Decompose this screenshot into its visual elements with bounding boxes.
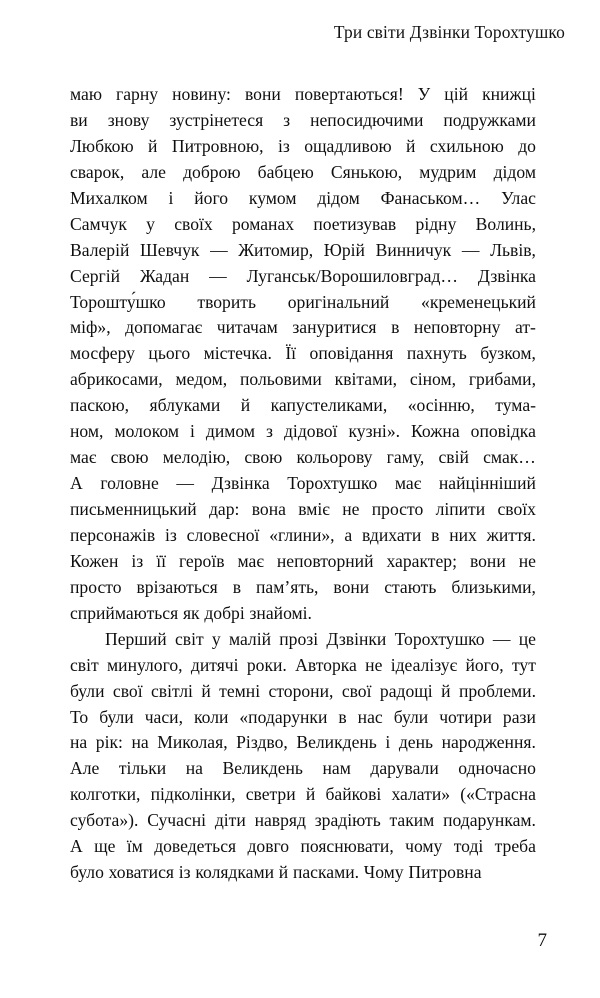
text-word: тума- (495, 395, 536, 416)
text-word: але (141, 161, 166, 182)
text-word: Але (70, 758, 100, 779)
text-word: їм (126, 836, 143, 857)
text-word: бузком, (480, 343, 536, 364)
text-word: Різдво, (236, 732, 288, 753)
text-word: То (70, 706, 89, 727)
text-word: часи, (144, 706, 183, 727)
text-word: доведеться (154, 836, 237, 857)
text-word: її (156, 550, 166, 571)
text-word: прозі (279, 628, 319, 649)
text-word: із (178, 862, 191, 883)
text-word: тоді (453, 836, 484, 857)
text-word: повертаються! (294, 84, 404, 104)
running-head: Три світи Дзвінки Торохтушко (333, 22, 565, 42)
text-word: характер; (386, 550, 457, 571)
text-line (70, 601, 536, 627)
text-word: нам (322, 758, 351, 779)
text-word: Чому (363, 862, 404, 883)
text-word: життя. (486, 524, 536, 545)
text-word: гаму, (386, 447, 425, 468)
text-word: головне (100, 473, 159, 494)
text-word: свої (341, 680, 372, 701)
text-word: Волинь, (475, 213, 536, 234)
text-word: пояснювати, (300, 836, 394, 857)
text-word: зануритися (292, 317, 377, 338)
text-line (70, 679, 536, 705)
text-word: до (518, 135, 536, 156)
text-word: й (305, 784, 316, 805)
text-word: і (189, 421, 195, 442)
text-word: сторони, (268, 680, 334, 701)
text-word: Кожна (411, 421, 460, 442)
text-word: радощі (379, 680, 433, 701)
text-word: Житомир, (238, 239, 314, 260)
text-word: навряд (254, 810, 306, 831)
text-line (70, 497, 536, 523)
text-word: ном, (70, 421, 104, 442)
text-word: рідну (415, 213, 457, 234)
text-word: й (441, 680, 451, 701)
text-word: Питровна (408, 862, 482, 883)
text-word: книжці (482, 84, 536, 104)
text-word: Перший (105, 628, 167, 649)
text-word: Львів, (490, 239, 536, 260)
text-word: свою (244, 447, 283, 468)
text-word: свої (112, 680, 143, 701)
text-word: були (393, 706, 429, 727)
text-word: смак… (483, 447, 536, 468)
text-word: із (165, 524, 177, 545)
text-word: кольорову (296, 447, 373, 468)
text-word: має (70, 447, 97, 468)
text-word: знайомі. (249, 602, 312, 623)
text-line (70, 341, 536, 367)
text-word: дідової (283, 421, 338, 442)
text-word: мудрим (419, 161, 477, 182)
text-word: творить (197, 291, 256, 312)
text-word: ліпити (435, 499, 486, 519)
text-word: мосферу (70, 343, 135, 364)
text-word: і (385, 732, 391, 753)
text-word: були (99, 706, 134, 727)
text-line (70, 290, 536, 316)
text-word: і (168, 187, 174, 208)
text-word: мелодію, (162, 447, 231, 468)
text-line (70, 445, 536, 471)
text-word: Великдень (222, 758, 303, 779)
text-word: свій (438, 447, 469, 468)
text-line (70, 756, 536, 782)
text-word: цього (148, 343, 191, 364)
text-word: Великдень (296, 732, 377, 753)
text-word: кумом (248, 187, 297, 208)
text-word: й (406, 135, 416, 156)
text-word: вдихати (362, 524, 422, 545)
text-word: Самчук (70, 213, 127, 234)
text-word: просто (371, 499, 424, 519)
text-line (70, 160, 536, 186)
text-word: сварок, (70, 161, 125, 182)
text-word: словесної (186, 524, 260, 545)
text-word: неповторний (276, 550, 374, 571)
text-word: дідом (493, 161, 536, 182)
text-line (70, 808, 536, 834)
text-word: пам’ять, (256, 576, 319, 597)
text-line (70, 575, 536, 601)
text-line (70, 264, 536, 290)
text-word: подарункам. (443, 810, 536, 831)
text-word: а (344, 524, 353, 545)
text-word: Її (285, 343, 297, 364)
text-word: Сянькою, (330, 161, 403, 182)
text-word: роки. (246, 654, 287, 675)
text-word: дідом (317, 187, 360, 208)
text-word: допомагає (125, 317, 203, 338)
text-word: тільки (118, 758, 167, 779)
text-word: це (518, 628, 536, 649)
text-word: Торошту́шко (70, 291, 166, 312)
text-word: поетизував (313, 213, 397, 234)
text-word: колготки, (70, 784, 141, 805)
text-word: Авторка (295, 654, 357, 675)
text-word: день (398, 732, 434, 753)
text-word: «глини», (269, 524, 335, 545)
text-word: врізаються (136, 576, 218, 597)
text-line (70, 860, 536, 886)
text-word: «осінню, (407, 395, 475, 416)
text-word: ідеалізує (390, 654, 458, 675)
text-word: тут (511, 654, 536, 675)
text-word: ощадливою (304, 135, 392, 156)
text-word: й (148, 135, 158, 156)
text-word: них (449, 524, 477, 545)
text-word: — (176, 473, 194, 494)
text-word: в (431, 524, 440, 545)
text-word: светри (245, 784, 296, 805)
text-word: добрі (204, 602, 245, 623)
text-word: байкові (325, 784, 382, 805)
text-word: діти (214, 810, 246, 831)
text-word: А (70, 836, 83, 857)
text-word: вона (251, 499, 286, 519)
text-word: персонажів (70, 524, 156, 545)
text-word: вони (333, 576, 370, 597)
text-word: свою (110, 447, 149, 468)
text-word: близькими, (451, 576, 536, 597)
text-word: Луганськ/Ворошиловград… (246, 265, 458, 286)
text-word: не (365, 654, 383, 675)
text-word: — (492, 628, 511, 649)
text-word: чому (405, 836, 443, 857)
text-word: коли (193, 706, 229, 727)
text-word: знову (107, 109, 150, 130)
text-word: Сергій (70, 265, 121, 286)
text-line (70, 315, 536, 341)
text-line (70, 730, 536, 756)
text-line (70, 82, 536, 108)
text-word: дарували (370, 758, 439, 779)
text-word: дар: (208, 499, 240, 519)
text-word: грибами, (468, 369, 536, 390)
text-word: неповторну (413, 317, 501, 338)
text-word: треба (494, 836, 536, 857)
text-line (70, 419, 536, 445)
text-word: «кременецький (421, 291, 536, 312)
text-word: народження. (441, 732, 536, 753)
text-word: в (338, 706, 347, 727)
text-word: героїв (178, 550, 225, 571)
text-word: із (277, 135, 290, 156)
text-word: («Страсна (460, 784, 536, 805)
text-word: Любкою (70, 135, 134, 156)
text-line (70, 186, 536, 212)
text-word: не (518, 550, 536, 571)
text-word: міф», (70, 317, 111, 338)
text-word: у (211, 628, 221, 649)
text-word: кузні». (348, 421, 401, 442)
text-word: зрадіють (314, 810, 381, 831)
text-word: Шевчук (140, 239, 200, 260)
text-word: має (394, 473, 422, 494)
text-word: сприймаються (70, 602, 179, 623)
text-line (70, 238, 536, 264)
text-word: світ (70, 654, 99, 675)
text-word: новину: (172, 84, 231, 104)
text-word: квітами, (334, 369, 398, 390)
text-line (70, 549, 536, 575)
text-word: було (70, 862, 104, 883)
text-word: як (182, 602, 200, 623)
text-word: вони (244, 84, 281, 104)
text-word: підколінки, (150, 784, 236, 805)
text-word: медом, (175, 369, 228, 390)
text-line (70, 782, 536, 808)
text-word: субота»). (70, 810, 139, 831)
text-word: нас (357, 706, 383, 727)
text-word: польовими (239, 369, 322, 390)
text-word: А (70, 473, 83, 494)
text-word: Сучасні (147, 810, 207, 831)
text-word: довго (247, 836, 290, 857)
text-word: минулого, (107, 654, 183, 675)
text-word: Фанаськом… (380, 187, 481, 208)
text-word: рази (502, 706, 536, 727)
text-word: Дзвінка (477, 265, 536, 286)
text-word: вони (469, 550, 506, 571)
text-word: на (185, 758, 203, 779)
text-word: доброю (183, 161, 241, 182)
text-word: оповідання (309, 343, 394, 364)
text-word: чотири (439, 706, 492, 727)
text-word: письменницький (70, 499, 197, 519)
text-word: має (237, 550, 264, 571)
text-word: сіном, (409, 369, 456, 390)
text-word: Миколая, (157, 732, 228, 753)
text-word: пасками. (292, 862, 360, 883)
text-word: читачам (216, 317, 278, 338)
text-word: темні (219, 680, 261, 701)
text-word: своїх (497, 499, 536, 519)
text-word: стають (384, 576, 437, 597)
text-word: найцінніший (438, 473, 536, 494)
text-line (70, 523, 536, 549)
text-word: Винничук (375, 239, 452, 260)
text-word: просто (70, 576, 122, 597)
text-word: оригінальний (287, 291, 390, 312)
text-word: світлі (151, 680, 193, 701)
text-word: — (209, 265, 227, 286)
text-word: таким (389, 810, 435, 831)
text-word: «подарунки (239, 706, 328, 727)
text-word: в (391, 317, 400, 338)
text-word: ви (70, 109, 88, 130)
text-line (70, 134, 536, 160)
text-word: У (417, 84, 431, 104)
text-word: одночасно (458, 758, 536, 779)
text-word: димом (205, 421, 255, 442)
text-word: схильною (429, 135, 504, 156)
text-word: на (131, 732, 149, 753)
text-word: були (70, 680, 105, 701)
text-word: Кожен (70, 550, 119, 571)
text-line (70, 367, 536, 393)
text-word: своїх (174, 213, 213, 234)
text-word: з (283, 109, 291, 130)
text-word: яблуками (149, 395, 221, 416)
text-line (70, 471, 536, 497)
text-word: не (342, 499, 360, 519)
text-line (70, 212, 536, 238)
text-word: Торохтушко (287, 473, 378, 494)
text-word: дитячі (190, 654, 239, 675)
text-word: гарну (116, 84, 159, 104)
text-line (70, 834, 536, 860)
text-word: малій (228, 628, 272, 649)
text-word: паскою, (70, 395, 130, 416)
text-word: — (461, 239, 480, 260)
text-word: ат- (515, 317, 536, 338)
text-word: його, (465, 654, 504, 675)
text-word: абрикосами, (70, 369, 163, 390)
text-word: непосидючими (310, 109, 424, 130)
text-word: капустеликами, (270, 395, 388, 416)
text-word: Валерій (70, 239, 130, 260)
text-word: романах (231, 213, 295, 234)
text-word: Юрій (323, 239, 365, 260)
text-word: містечка. (203, 343, 272, 364)
body-text-block (70, 82, 536, 886)
text-word: на (70, 732, 88, 753)
text-line (70, 108, 536, 134)
text-word: пахнуть (406, 343, 467, 364)
text-word: маю (70, 84, 102, 104)
text-word: Жадан (139, 265, 190, 286)
text-word: в (232, 576, 242, 597)
text-word: проблеми. (458, 680, 536, 701)
text-word: колядками (195, 862, 275, 883)
text-word: цій (444, 84, 469, 104)
text-word: його (194, 187, 229, 208)
text-word: з (266, 421, 273, 442)
text-word: у (146, 213, 155, 234)
text-line (70, 627, 536, 653)
text-word: бабцею (257, 161, 314, 182)
text-word: й (278, 862, 289, 883)
text-line (70, 393, 536, 419)
text-word: халати» (391, 784, 451, 805)
text-word: й (201, 680, 211, 701)
text-word: ховатися (108, 862, 174, 883)
text-word: Михалком (70, 187, 148, 208)
text-word: ще (94, 836, 116, 857)
text-word: Торохтушко (394, 628, 485, 649)
text-word: подружками (443, 109, 536, 130)
text-word: й (240, 395, 251, 416)
text-word: із (131, 550, 144, 571)
text-word: рік: (95, 732, 123, 753)
text-word: Дзвінка (211, 473, 270, 494)
text-word: оповідка (470, 421, 536, 442)
text-word: світ (174, 628, 204, 649)
text-word: Дзвінки (326, 628, 387, 649)
text-word: — (210, 239, 228, 260)
text-line (70, 705, 536, 731)
text-word: Питровною, (171, 135, 264, 156)
text-word: зустрінетеся (169, 109, 264, 130)
text-word: вміє (298, 499, 330, 519)
text-word: молоком (114, 421, 179, 442)
text-line (70, 653, 536, 679)
text-word: Улас (501, 187, 536, 208)
page-number: 7 (537, 930, 547, 951)
